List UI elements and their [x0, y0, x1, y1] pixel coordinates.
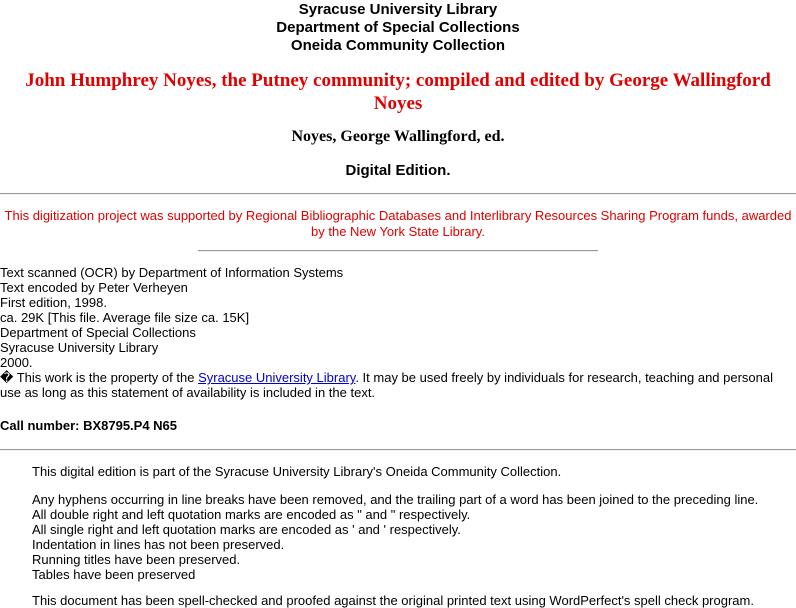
metadata-line: ca. 29K [This file. Average file size ca. 15K] — [0, 310, 250, 325]
document-title: John Humphrey Noyes, the Putney community; compiled and edited by George Wallingford Noyes — [25, 70, 771, 114]
metadata-line: Department of Special Collections — [0, 325, 196, 340]
header-line-2: Department of Special Collections — [276, 19, 520, 36]
encoding-note: All double right and left quotation marks are encoded as " and " respectively. — [32, 507, 471, 522]
metadata-line: Text encoded by Peter Verheyen — [0, 280, 188, 295]
rights-statement — [0, 370, 796, 400]
metadata-line: Text scanned (OCR) by Department of Information Systems — [0, 265, 344, 280]
author-line: Noyes, George Wallingford, ed. — [291, 128, 505, 145]
intro-note: This digital edition is part of the Syracuse University Library's Oneida Community Collection. — [32, 464, 562, 479]
metadata-line: First edition, 1998. — [0, 295, 107, 310]
metadata-line: Syracuse University Library — [0, 340, 159, 355]
encoding-note: Indentation in lines has not been preserved. — [32, 537, 285, 552]
edition-label: Digital Edition. — [345, 162, 451, 179]
spellcheck-note: This document has been spell-checked and proofed against the original printed text using WordPerfect's spell check program. — [32, 593, 754, 608]
call-number: Call number: BX8795.P4 N65 — [0, 418, 178, 433]
library-header — [0, 1, 796, 55]
short-divider — [0, 250, 796, 252]
top-divider — [0, 193, 796, 195]
encoding-note: Any hyphens occurring in line breaks have been removed, and the trailing part of a word has been joined to the preceding line. — [32, 492, 759, 507]
encoding-note: Running titles have been preserved. — [32, 552, 241, 567]
encoding-note: Tables have been preserved — [32, 567, 196, 582]
metadata-block — [0, 265, 796, 370]
rights-prefix: � This work is the property of the — [0, 370, 199, 385]
funding-note: This digitization project was supported by Regional Bibliographic Databases and Interlibrary Resources Sharing Program funds, awarded by the New York State Library. — [4, 208, 792, 239]
rights-suffix: . It may be used freely by individuals for research, teaching and personal use as long as this statement of availability is included in the text. — [0, 370, 774, 400]
metadata-line: 2000. — [0, 355, 33, 370]
header-line-1: Syracuse University Library — [298, 1, 498, 18]
bottom-divider — [0, 449, 796, 451]
syracuse-library-link[interactable]: Syracuse University Library — [198, 370, 356, 385]
encoding-notes-list — [0, 492, 796, 582]
encoding-note: All single right and left quotation marks are encoded as ' and ' respectively. — [32, 522, 461, 537]
header-line-3: Oneida Community Collection — [290, 37, 506, 54]
